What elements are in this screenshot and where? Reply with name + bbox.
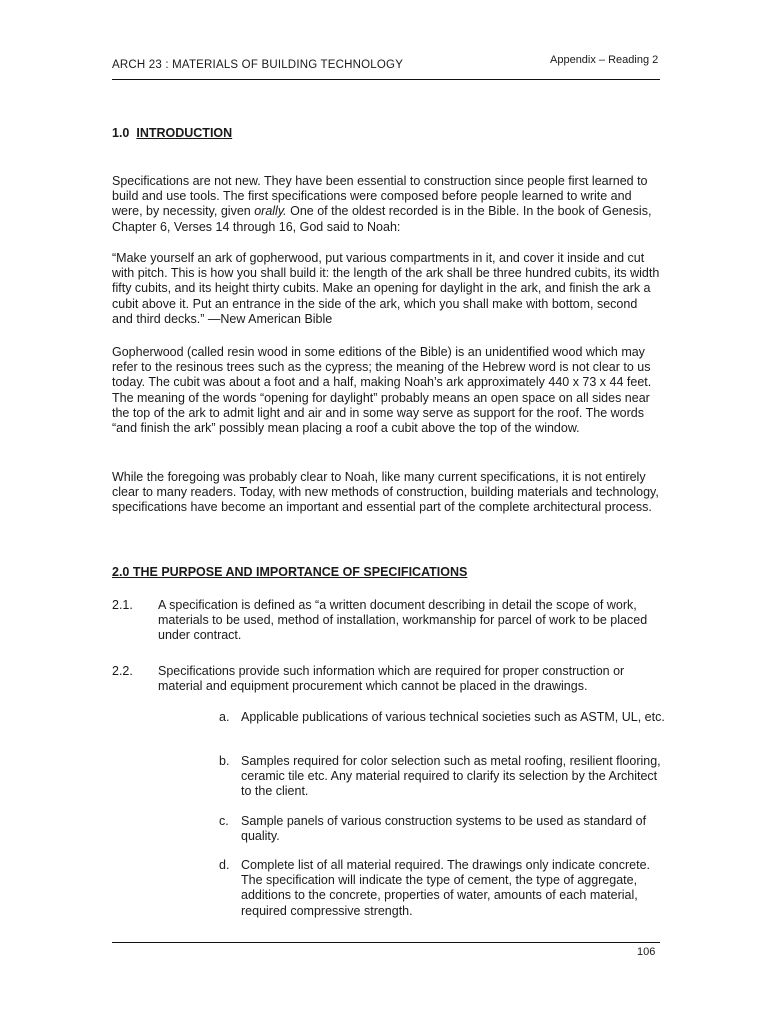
course-header: ARCH 23 : MATERIALS OF BUILDING TECHNOLOGY [112,59,404,71]
subitem-letter: a. [219,710,230,724]
intro-p1-text: Specifications are not new. They have been essential to construction since people first learned to build and use tools. The first specifications were composed before people learned to write and were, by necessity, given [112,174,648,219]
gopherwood-paragraph: Gopherwood (called resin wood in some editions of the Bible) is an unidentified wood which may refer to the resinous trees such as the cypress; the meaning of the Hebrew word is not clear to us today. The cubit was about a foot and a half, making Noah’s ark approximately 440 x 73 x 44 feet. The meaning of the words “opening for daylight” probably means an open space on all sides near the top of the ark to admit light and air and in some way serve as support for the roof. The words “and finish the ark” possibly mean placing a roof a cubit above the top of the window. [112,345,652,436]
section-1-number: 1.0 [112,126,130,140]
subitem-letter: c. [219,814,229,828]
subitem-text: Applicable publications of various technical societies such as ASTM, UL, etc. [241,710,665,724]
section-2-heading: 2.0 THE PURPOSE AND IMPORTANCE OF SPECIFICATIONS [112,565,468,579]
subitem-text: Sample panels of various construction systems to be used as standard of quality. [241,814,647,844]
subitem-text: Samples required for color selection such as metal roofing, resilient flooring, ceramic tile etc. Any material required to clarify its selection by the Architect to the client. [241,754,661,799]
section-1-title: INTRODUCTION [136,126,233,140]
item-text: Specifications provide such information which are required for proper construction or material and equipment procurement which cannot be placed in the drawings. [158,664,625,694]
closing-paragraph: While the foregoing was probably clear to Noah, like many current specifications, it is not entirely clear to many readers. Today, with new methods of construction, building materials and technology, specifications have become an important and essential part of the complete architectural process. [112,470,659,515]
subitem-text: Complete list of all material required. The drawings only indicate concrete. The specification will indicate the type of cement, the type of aggregate, additions to the concrete, properties of water, amounts of each material, required compressive strength. [241,858,650,918]
appendix-label: Appendix – Reading 2 [550,54,659,66]
item-text: A specification is defined as “a written document describing in detail the scope of work, materials to be used, method of installation, workmanship for parcel of work to be placed under contract. [158,598,648,643]
item-number: 2.2. [112,664,133,678]
subitem-letter: b. [219,754,230,768]
subitem-letter: d. [219,858,230,872]
bible-quote-paragraph: “Make yourself an ark of gopherwood, put various compartments in it, and cover it inside and cut with pitch. This is how you shall build it: the length of the ark shall be three hundred cubits, its width fifty cubits, and its height thirty cubits. Make an opening for daylight in the ark, and finish the ark a cubit above it. Put an entrance in the side of the ark, which you shall make with bottom, second and third decks.” —New American Bible [112,251,660,326]
page-number: 106 [637,946,656,958]
section-1-heading [112,126,232,140]
intro-p1-italic: orally. [254,204,287,219]
intro-paragraph-1 [112,174,660,235]
intro-p1-text-cont: One of the oldest recorded is in the Bible. In the book of Genesis, Chapter 6, Verses 14 through 16, God said to Noah: [112,204,652,234]
header-rule [112,79,660,80]
footer-rule [112,942,660,943]
item-number: 2.1. [112,598,133,612]
